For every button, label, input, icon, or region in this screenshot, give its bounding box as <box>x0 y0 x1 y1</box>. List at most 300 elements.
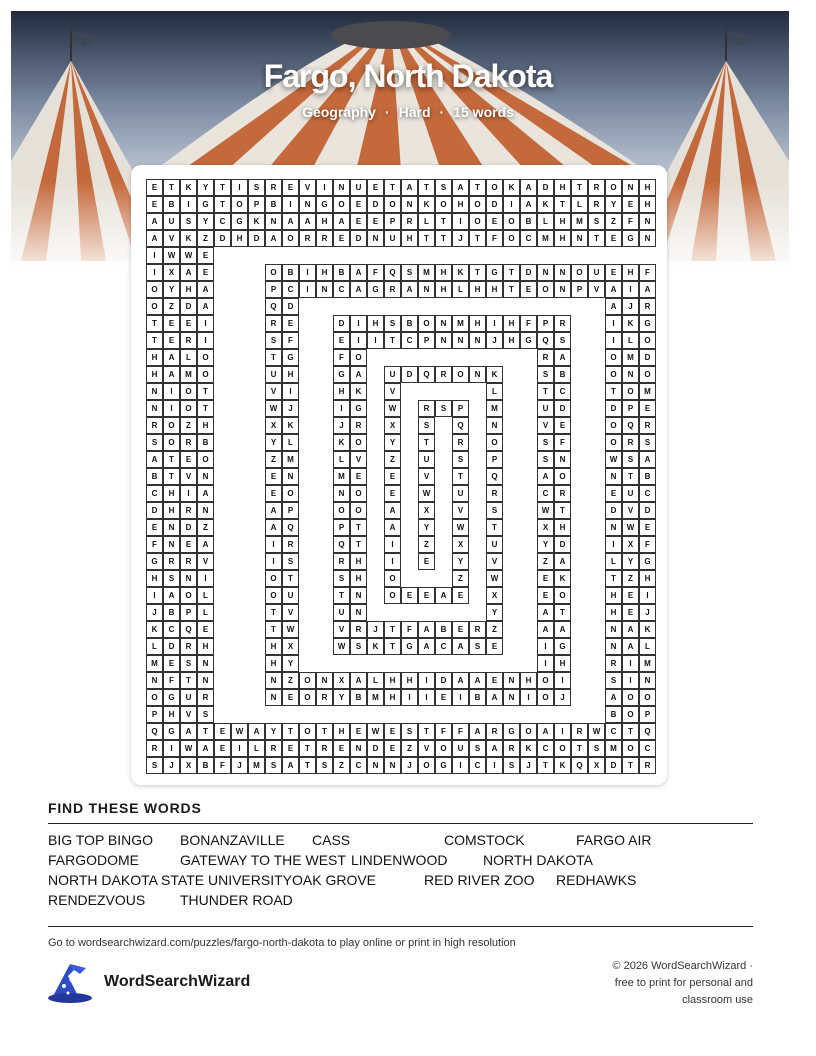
grid-cell[interactable]: P <box>282 502 299 519</box>
grid-cell[interactable]: A <box>605 281 622 298</box>
grid-cell[interactable]: E <box>214 740 231 757</box>
grid-cell[interactable]: F <box>554 434 571 451</box>
grid-cell[interactable]: J <box>146 604 163 621</box>
grid-cell[interactable]: D <box>214 230 231 247</box>
grid-cell[interactable]: C <box>435 638 452 655</box>
grid-cell[interactable]: H <box>163 502 180 519</box>
grid-cell[interactable]: R <box>469 621 486 638</box>
grid-cell[interactable]: N <box>163 536 180 553</box>
grid-cell[interactable]: I <box>146 264 163 281</box>
grid-cell[interactable]: T <box>622 723 639 740</box>
grid-cell[interactable]: I <box>146 587 163 604</box>
grid-cell[interactable]: E <box>622 587 639 604</box>
grid-cell[interactable]: X <box>537 519 554 536</box>
grid-cell[interactable]: A <box>384 519 401 536</box>
grid-cell[interactable]: O <box>605 366 622 383</box>
grid-cell[interactable]: U <box>452 740 469 757</box>
grid-cell[interactable]: O <box>503 213 520 230</box>
grid-cell[interactable]: R <box>452 434 469 451</box>
grid-cell[interactable]: B <box>163 196 180 213</box>
grid-cell[interactable]: I <box>197 315 214 332</box>
grid-cell[interactable]: S <box>503 757 520 774</box>
grid-cell[interactable]: C <box>146 485 163 502</box>
grid-cell[interactable]: H <box>333 383 350 400</box>
grid-cell[interactable]: I <box>316 179 333 196</box>
grid-cell[interactable]: Q <box>384 264 401 281</box>
grid-cell[interactable]: H <box>554 655 571 672</box>
grid-cell[interactable]: O <box>146 689 163 706</box>
grid-cell[interactable]: Q <box>639 723 656 740</box>
grid-cell[interactable]: S <box>265 757 282 774</box>
grid-cell[interactable]: V <box>180 468 197 485</box>
grid-cell[interactable]: U <box>486 536 503 553</box>
grid-cell[interactable]: T <box>299 757 316 774</box>
grid-cell[interactable]: C <box>639 485 656 502</box>
grid-cell[interactable]: I <box>639 587 656 604</box>
grid-cell[interactable]: W <box>333 638 350 655</box>
grid-cell[interactable]: M <box>333 468 350 485</box>
grid-cell[interactable]: L <box>146 638 163 655</box>
grid-cell[interactable]: O <box>622 706 639 723</box>
grid-cell[interactable]: D <box>333 315 350 332</box>
grid-cell[interactable]: E <box>401 587 418 604</box>
grid-cell[interactable]: F <box>486 230 503 247</box>
grid-cell[interactable]: E <box>265 485 282 502</box>
grid-cell[interactable]: N <box>639 672 656 689</box>
grid-cell[interactable]: M <box>248 757 265 774</box>
grid-cell[interactable]: O <box>299 672 316 689</box>
grid-cell[interactable]: N <box>486 417 503 434</box>
grid-cell[interactable]: U <box>333 604 350 621</box>
grid-cell[interactable]: O <box>180 400 197 417</box>
grid-cell[interactable]: R <box>265 179 282 196</box>
grid-cell[interactable]: Q <box>418 366 435 383</box>
grid-cell[interactable]: R <box>180 434 197 451</box>
grid-cell[interactable]: H <box>639 179 656 196</box>
grid-cell[interactable]: L <box>605 553 622 570</box>
grid-cell[interactable]: E <box>146 519 163 536</box>
grid-cell[interactable]: H <box>384 672 401 689</box>
grid-cell[interactable]: K <box>537 196 554 213</box>
grid-cell[interactable]: O <box>384 587 401 604</box>
grid-cell[interactable]: M <box>622 349 639 366</box>
grid-cell[interactable]: I <box>605 332 622 349</box>
grid-cell[interactable]: U <box>265 366 282 383</box>
grid-cell[interactable]: D <box>163 638 180 655</box>
grid-cell[interactable]: C <box>639 740 656 757</box>
grid-cell[interactable]: E <box>282 740 299 757</box>
grid-cell[interactable]: N <box>350 587 367 604</box>
grid-cell[interactable]: N <box>146 672 163 689</box>
grid-cell[interactable]: S <box>452 451 469 468</box>
grid-cell[interactable]: M <box>146 655 163 672</box>
grid-cell[interactable]: E <box>622 604 639 621</box>
grid-cell[interactable]: G <box>622 230 639 247</box>
grid-cell[interactable]: M <box>571 213 588 230</box>
grid-cell[interactable]: E <box>350 468 367 485</box>
grid-cell[interactable]: P <box>180 604 197 621</box>
grid-cell[interactable]: U <box>418 451 435 468</box>
grid-cell[interactable]: N <box>605 638 622 655</box>
grid-cell[interactable]: X <box>486 587 503 604</box>
grid-cell[interactable]: H <box>554 230 571 247</box>
grid-cell[interactable]: K <box>333 434 350 451</box>
grid-cell[interactable]: S <box>537 366 554 383</box>
grid-cell[interactable]: N <box>571 230 588 247</box>
grid-cell[interactable]: V <box>537 417 554 434</box>
grid-cell[interactable]: V <box>180 706 197 723</box>
grid-cell[interactable]: O <box>469 213 486 230</box>
grid-cell[interactable]: N <box>605 519 622 536</box>
grid-cell[interactable]: R <box>163 553 180 570</box>
grid-cell[interactable]: O <box>554 740 571 757</box>
grid-cell[interactable]: R <box>537 349 554 366</box>
grid-cell[interactable]: D <box>282 298 299 315</box>
grid-cell[interactable]: E <box>180 315 197 332</box>
grid-cell[interactable]: I <box>503 196 520 213</box>
grid-cell[interactable]: S <box>435 400 452 417</box>
grid-cell[interactable]: T <box>571 740 588 757</box>
grid-cell[interactable]: A <box>265 230 282 247</box>
grid-cell[interactable]: R <box>554 485 571 502</box>
grid-cell[interactable]: K <box>180 230 197 247</box>
grid-cell[interactable]: N <box>197 502 214 519</box>
grid-cell[interactable]: O <box>520 723 537 740</box>
grid-cell[interactable]: T <box>435 213 452 230</box>
grid-cell[interactable]: F <box>435 723 452 740</box>
grid-cell[interactable]: D <box>180 298 197 315</box>
grid-cell[interactable]: Q <box>537 332 554 349</box>
grid-cell[interactable]: S <box>180 213 197 230</box>
grid-cell[interactable]: H <box>435 264 452 281</box>
grid-cell[interactable]: R <box>571 723 588 740</box>
grid-cell[interactable]: S <box>248 179 265 196</box>
grid-cell[interactable]: B <box>163 604 180 621</box>
grid-cell[interactable]: B <box>469 689 486 706</box>
grid-cell[interactable]: S <box>622 451 639 468</box>
grid-cell[interactable]: O <box>537 672 554 689</box>
grid-cell[interactable]: O <box>554 587 571 604</box>
grid-cell[interactable]: C <box>554 383 571 400</box>
grid-cell[interactable]: T <box>503 264 520 281</box>
grid-cell[interactable]: T <box>469 179 486 196</box>
grid-cell[interactable]: E <box>622 196 639 213</box>
grid-cell[interactable]: A <box>418 621 435 638</box>
grid-cell[interactable]: N <box>503 672 520 689</box>
grid-cell[interactable]: S <box>418 417 435 434</box>
grid-cell[interactable]: O <box>265 264 282 281</box>
grid-cell[interactable]: B <box>435 621 452 638</box>
grid-cell[interactable]: H <box>197 638 214 655</box>
grid-cell[interactable]: N <box>350 740 367 757</box>
grid-cell[interactable]: E <box>180 451 197 468</box>
grid-cell[interactable]: E <box>367 179 384 196</box>
grid-cell[interactable]: A <box>163 366 180 383</box>
grid-cell[interactable]: N <box>554 264 571 281</box>
grid-cell[interactable]: H <box>197 417 214 434</box>
grid-cell[interactable]: I <box>231 179 248 196</box>
grid-cell[interactable]: E <box>197 264 214 281</box>
grid-cell[interactable]: E <box>146 196 163 213</box>
grid-cell[interactable]: T <box>537 757 554 774</box>
grid-cell[interactable]: E <box>333 740 350 757</box>
grid-cell[interactable]: H <box>605 587 622 604</box>
grid-cell[interactable]: N <box>435 315 452 332</box>
grid-cell[interactable]: A <box>350 672 367 689</box>
grid-cell[interactable]: C <box>350 757 367 774</box>
grid-cell[interactable]: W <box>163 247 180 264</box>
grid-cell[interactable]: L <box>571 196 588 213</box>
grid-cell[interactable]: G <box>520 332 537 349</box>
grid-cell[interactable]: T <box>605 383 622 400</box>
grid-cell[interactable]: O <box>486 179 503 196</box>
grid-cell[interactable]: N <box>622 179 639 196</box>
grid-cell[interactable]: H <box>452 196 469 213</box>
grid-cell[interactable]: D <box>605 757 622 774</box>
grid-cell[interactable]: E <box>350 213 367 230</box>
grid-cell[interactable]: I <box>622 655 639 672</box>
grid-cell[interactable]: R <box>265 740 282 757</box>
grid-cell[interactable]: O <box>197 349 214 366</box>
grid-cell[interactable]: A <box>265 519 282 536</box>
grid-cell[interactable]: I <box>282 196 299 213</box>
grid-cell[interactable]: I <box>486 757 503 774</box>
grid-cell[interactable]: X <box>384 417 401 434</box>
grid-cell[interactable]: N <box>367 230 384 247</box>
grid-cell[interactable]: I <box>605 315 622 332</box>
grid-cell[interactable]: K <box>367 638 384 655</box>
grid-cell[interactable]: G <box>367 281 384 298</box>
grid-cell[interactable]: R <box>316 230 333 247</box>
grid-cell[interactable]: O <box>146 298 163 315</box>
grid-cell[interactable]: T <box>554 196 571 213</box>
grid-cell[interactable]: T <box>163 451 180 468</box>
grid-cell[interactable]: N <box>435 332 452 349</box>
grid-cell[interactable]: C <box>282 281 299 298</box>
grid-cell[interactable]: D <box>537 179 554 196</box>
grid-cell[interactable]: V <box>197 553 214 570</box>
grid-cell[interactable]: N <box>452 332 469 349</box>
grid-cell[interactable]: H <box>503 332 520 349</box>
grid-cell[interactable]: A <box>554 621 571 638</box>
grid-cell[interactable]: R <box>180 332 197 349</box>
grid-cell[interactable]: I <box>486 315 503 332</box>
grid-cell[interactable]: N <box>469 332 486 349</box>
grid-cell[interactable]: B <box>197 434 214 451</box>
grid-cell[interactable]: L <box>180 349 197 366</box>
grid-cell[interactable]: I <box>452 213 469 230</box>
grid-cell[interactable]: E <box>605 264 622 281</box>
grid-cell[interactable]: R <box>435 366 452 383</box>
grid-cell[interactable]: W <box>588 723 605 740</box>
grid-cell[interactable]: O <box>622 383 639 400</box>
grid-cell[interactable]: A <box>180 723 197 740</box>
grid-cell[interactable]: T <box>469 264 486 281</box>
grid-cell[interactable]: K <box>180 179 197 196</box>
grid-cell[interactable]: O <box>350 502 367 519</box>
grid-cell[interactable]: C <box>163 621 180 638</box>
grid-cell[interactable]: G <box>435 757 452 774</box>
grid-cell[interactable]: A <box>622 621 639 638</box>
grid-cell[interactable]: L <box>248 740 265 757</box>
grid-cell[interactable]: P <box>486 451 503 468</box>
grid-cell[interactable]: H <box>554 213 571 230</box>
grid-cell[interactable]: C <box>469 757 486 774</box>
grid-cell[interactable]: Z <box>384 451 401 468</box>
grid-cell[interactable]: M <box>452 315 469 332</box>
grid-cell[interactable]: K <box>503 179 520 196</box>
grid-cell[interactable]: T <box>350 519 367 536</box>
grid-cell[interactable]: I <box>350 315 367 332</box>
grid-cell[interactable]: O <box>282 230 299 247</box>
grid-cell[interactable]: A <box>163 587 180 604</box>
grid-cell[interactable]: T <box>554 502 571 519</box>
grid-cell[interactable]: J <box>367 621 384 638</box>
grid-cell[interactable]: I <box>299 281 316 298</box>
grid-cell[interactable]: A <box>418 638 435 655</box>
grid-cell[interactable]: B <box>520 213 537 230</box>
grid-cell[interactable]: T <box>265 604 282 621</box>
grid-cell[interactable]: R <box>146 740 163 757</box>
grid-cell[interactable]: L <box>197 604 214 621</box>
grid-cell[interactable]: D <box>401 366 418 383</box>
grid-cell[interactable]: E <box>180 536 197 553</box>
grid-cell[interactable]: O <box>639 332 656 349</box>
grid-cell[interactable]: T <box>197 383 214 400</box>
grid-cell[interactable]: K <box>520 740 537 757</box>
grid-cell[interactable]: U <box>384 366 401 383</box>
grid-cell[interactable]: X <box>282 638 299 655</box>
grid-cell[interactable]: B <box>282 264 299 281</box>
grid-cell[interactable]: T <box>435 230 452 247</box>
grid-cell[interactable]: P <box>537 315 554 332</box>
grid-cell[interactable]: G <box>316 196 333 213</box>
grid-cell[interactable]: N <box>146 383 163 400</box>
grid-cell[interactable]: E <box>639 400 656 417</box>
grid-cell[interactable]: A <box>282 757 299 774</box>
grid-cell[interactable]: O <box>554 468 571 485</box>
grid-cell[interactable]: W <box>537 502 554 519</box>
grid-cell[interactable]: S <box>588 740 605 757</box>
grid-cell[interactable]: R <box>265 315 282 332</box>
grid-cell[interactable]: I <box>197 332 214 349</box>
grid-cell[interactable]: E <box>486 213 503 230</box>
grid-cell[interactable]: D <box>639 502 656 519</box>
grid-cell[interactable]: T <box>384 179 401 196</box>
grid-cell[interactable]: L <box>537 213 554 230</box>
grid-cell[interactable]: N <box>605 621 622 638</box>
grid-cell[interactable]: L <box>639 638 656 655</box>
grid-cell[interactable]: U <box>537 400 554 417</box>
grid-cell[interactable]: Q <box>282 519 299 536</box>
grid-cell[interactable]: G <box>503 723 520 740</box>
grid-cell[interactable]: T <box>197 400 214 417</box>
grid-cell[interactable]: B <box>333 264 350 281</box>
grid-cell[interactable]: A <box>401 281 418 298</box>
footer-link-text[interactable]: Go to wordsearchwizard.com/puzzles/fargo-north-dakota to play online or print in high resolution <box>48 937 516 949</box>
grid-cell[interactable]: E <box>605 485 622 502</box>
grid-cell[interactable]: X <box>163 264 180 281</box>
grid-cell[interactable]: S <box>554 332 571 349</box>
grid-cell[interactable]: A <box>146 230 163 247</box>
grid-cell[interactable]: A <box>537 468 554 485</box>
grid-cell[interactable]: A <box>197 740 214 757</box>
grid-cell[interactable]: Z <box>197 519 214 536</box>
grid-cell[interactable]: Z <box>537 553 554 570</box>
grid-cell[interactable]: F <box>367 264 384 281</box>
grid-cell[interactable]: T <box>384 621 401 638</box>
grid-cell[interactable]: R <box>197 689 214 706</box>
grid-cell[interactable]: N <box>605 468 622 485</box>
grid-cell[interactable]: N <box>367 757 384 774</box>
grid-cell[interactable]: O <box>350 349 367 366</box>
grid-cell[interactable]: N <box>622 366 639 383</box>
grid-cell[interactable]: H <box>265 655 282 672</box>
grid-cell[interactable]: E <box>163 315 180 332</box>
grid-cell[interactable]: S <box>265 332 282 349</box>
grid-cell[interactable]: R <box>146 417 163 434</box>
grid-cell[interactable]: O <box>350 485 367 502</box>
grid-cell[interactable]: E <box>333 230 350 247</box>
grid-cell[interactable]: A <box>537 723 554 740</box>
grid-cell[interactable]: G <box>486 264 503 281</box>
grid-cell[interactable]: E <box>452 621 469 638</box>
grid-cell[interactable]: T <box>265 349 282 366</box>
grid-cell[interactable]: Y <box>197 179 214 196</box>
grid-cell[interactable]: I <box>554 672 571 689</box>
grid-cell[interactable]: E <box>435 689 452 706</box>
grid-cell[interactable]: J <box>639 604 656 621</box>
grid-cell[interactable]: D <box>350 230 367 247</box>
grid-cell[interactable]: A <box>520 196 537 213</box>
grid-cell[interactable]: A <box>605 689 622 706</box>
grid-cell[interactable]: A <box>537 604 554 621</box>
grid-cell[interactable]: H <box>639 196 656 213</box>
grid-cell[interactable]: F <box>333 349 350 366</box>
grid-cell[interactable]: R <box>299 230 316 247</box>
grid-cell[interactable]: A <box>639 451 656 468</box>
grid-cell[interactable]: D <box>435 672 452 689</box>
grid-cell[interactable]: V <box>350 451 367 468</box>
grid-cell[interactable]: H <box>622 264 639 281</box>
grid-cell[interactable]: P <box>146 706 163 723</box>
grid-cell[interactable]: N <box>384 757 401 774</box>
grid-cell[interactable]: I <box>163 400 180 417</box>
grid-cell[interactable]: T <box>605 570 622 587</box>
grid-cell[interactable]: I <box>299 264 316 281</box>
grid-cell[interactable]: L <box>452 281 469 298</box>
grid-cell[interactable]: W <box>282 621 299 638</box>
grid-cell[interactable]: E <box>265 468 282 485</box>
grid-cell[interactable]: W <box>265 400 282 417</box>
grid-cell[interactable]: Q <box>333 536 350 553</box>
grid-cell[interactable]: T <box>418 230 435 247</box>
grid-cell[interactable]: T <box>265 621 282 638</box>
grid-cell[interactable]: T <box>163 468 180 485</box>
grid-cell[interactable]: P <box>333 519 350 536</box>
grid-cell[interactable]: B <box>605 706 622 723</box>
grid-cell[interactable]: A <box>265 502 282 519</box>
grid-cell[interactable]: R <box>486 723 503 740</box>
grid-cell[interactable]: I <box>180 485 197 502</box>
grid-cell[interactable]: E <box>520 281 537 298</box>
grid-cell[interactable]: S <box>588 213 605 230</box>
grid-cell[interactable]: M <box>282 451 299 468</box>
grid-cell[interactable]: T <box>214 196 231 213</box>
grid-cell[interactable]: S <box>486 502 503 519</box>
grid-cell[interactable]: R <box>605 655 622 672</box>
grid-cell[interactable]: W <box>418 485 435 502</box>
